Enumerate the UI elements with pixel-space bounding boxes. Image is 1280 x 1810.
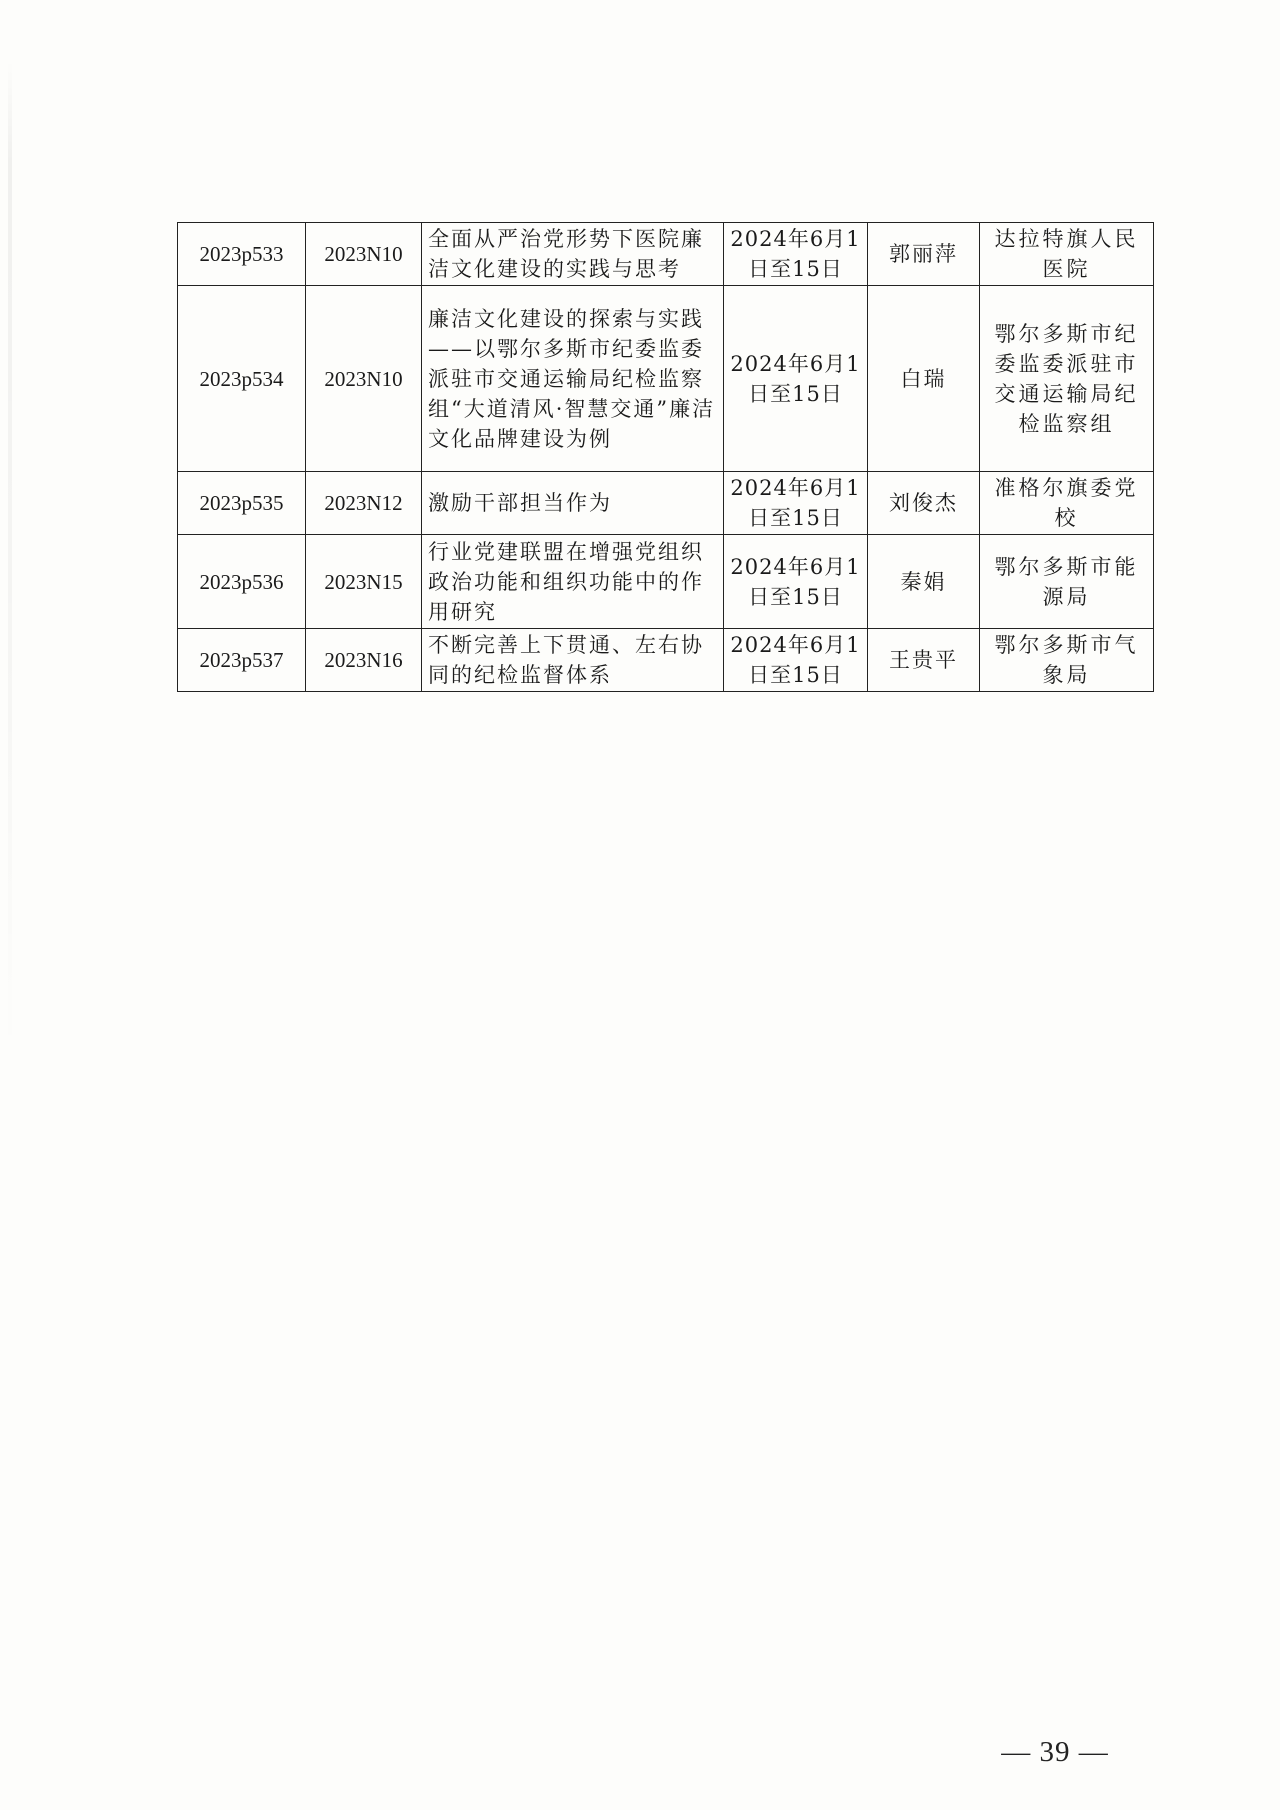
issue-number: 2023N10 (306, 286, 422, 472)
table-row (178, 629, 1154, 692)
paper-title: 激励干部担当作为 (422, 472, 724, 535)
record-id: 2023p534 (178, 286, 306, 472)
author-name: 白瑞 (868, 286, 980, 472)
page-number: — 39 — (1001, 1736, 1109, 1768)
author-name: 刘俊杰 (868, 472, 980, 535)
organization: 鄂尔多斯市纪委监委派驻市交通运输局纪检监察组 (980, 286, 1154, 472)
issue-number: 2023N16 (306, 629, 422, 692)
author-name: 王贵平 (868, 629, 980, 692)
scan-edge-shadow (8, 60, 12, 1060)
date-range: 2024年6月1日至15日 (724, 223, 868, 286)
record-id: 2023p533 (178, 223, 306, 286)
paper-title: 廉洁文化建设的探索与实践——以鄂尔多斯市纪委监委派驻市交通运输局纪检监察组“大道清风·智慧交通”廉洁文化品牌建设为例 (422, 286, 724, 472)
table-row (178, 472, 1154, 535)
paper-title: 不断完善上下贯通、左右协同的纪检监督体系 (422, 629, 724, 692)
records-table (177, 222, 1154, 692)
table-row (178, 223, 1154, 286)
issue-number: 2023N15 (306, 535, 422, 629)
paper-title: 行业党建联盟在增强党组织政治功能和组织功能中的作用研究 (422, 535, 724, 629)
date-range: 2024年6月1日至15日 (724, 535, 868, 629)
table-row (178, 286, 1154, 472)
author-name: 郭丽萍 (868, 223, 980, 286)
date-range: 2024年6月1日至15日 (724, 472, 868, 535)
issue-number: 2023N10 (306, 223, 422, 286)
record-id: 2023p536 (178, 535, 306, 629)
paper-title: 全面从严治党形势下医院廉洁文化建设的实践与思考 (422, 223, 724, 286)
table-row (178, 535, 1154, 629)
date-range: 2024年6月1日至15日 (724, 286, 868, 472)
organization: 达拉特旗人民医院 (980, 223, 1154, 286)
issue-number: 2023N12 (306, 472, 422, 535)
organization: 鄂尔多斯市气象局 (980, 629, 1154, 692)
record-id: 2023p537 (178, 629, 306, 692)
organization: 鄂尔多斯市能源局 (980, 535, 1154, 629)
record-id: 2023p535 (178, 472, 306, 535)
author-name: 秦娟 (868, 535, 980, 629)
date-range: 2024年6月1日至15日 (724, 629, 868, 692)
organization: 准格尔旗委党校 (980, 472, 1154, 535)
